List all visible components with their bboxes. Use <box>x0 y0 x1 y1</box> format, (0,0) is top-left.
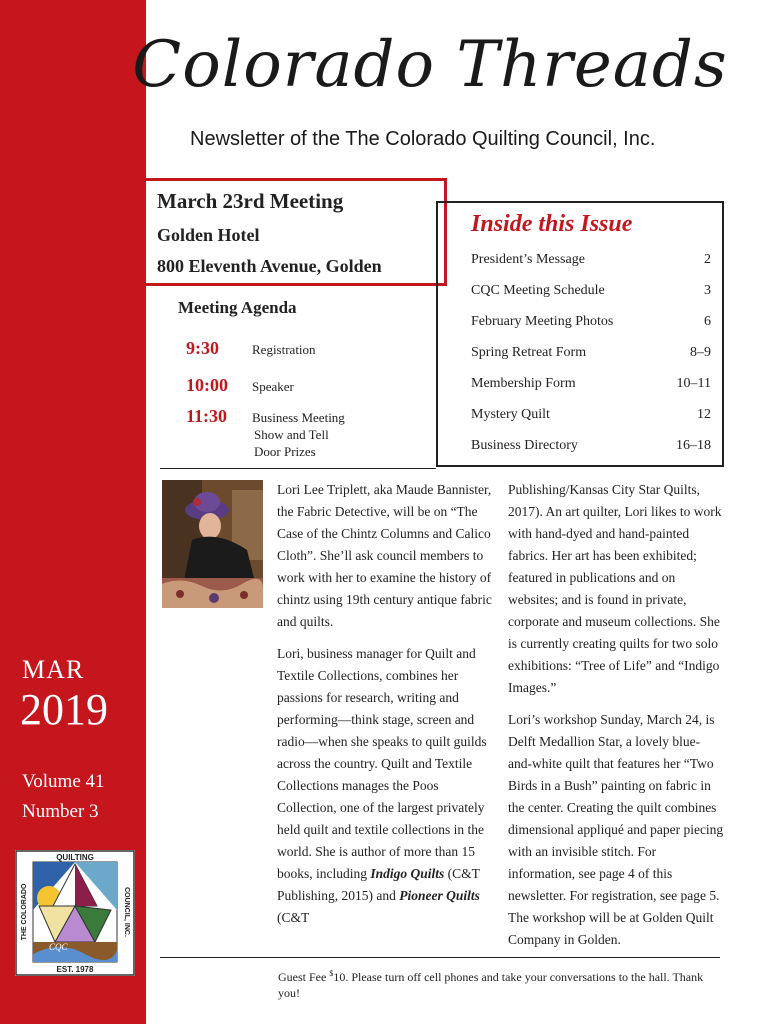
agenda-time: 9:30 <box>186 338 219 358</box>
toc-label: President’s Message <box>471 252 585 267</box>
toc-label: Spring Retreat Form <box>471 345 587 360</box>
logo-mark-text: CQC <box>49 942 68 952</box>
masthead <box>120 28 740 128</box>
logo-left-text: THE COLORADO <box>21 883 28 941</box>
agenda-title: Meeting Agenda <box>178 298 297 317</box>
speaker-photo-image <box>162 480 263 608</box>
toc-row <box>471 376 711 392</box>
article-paragraph <box>277 643 495 929</box>
toc-page: 8–9 <box>690 345 711 360</box>
toc-label: Business Directory <box>471 438 578 453</box>
guest-fee-note <box>278 966 718 1001</box>
toc-label: CQC Meeting Schedule <box>471 283 605 298</box>
toc-page: 12 <box>697 407 711 422</box>
toc-row <box>471 252 711 268</box>
cqc-logo <box>15 850 135 976</box>
book-title: Indigo Quilts <box>370 866 445 881</box>
article-paragraph: Publishing/Kansas City Star Quilts, 2017). An art quilter, Lori likes to work with hand-dyed and hand-painted fabrics. Her art has been exhibited; featured in publications and on websites; and is found in private, corporate and museum collections. She is currently creating quilts for two solo exhibitions: “Tree of Life” and “Indigo Images.” <box>508 482 722 695</box>
dollar-sign: $ <box>329 969 334 978</box>
logo-bottom-text: EST. 1978 <box>56 965 94 974</box>
toc-page: 3 <box>704 283 711 298</box>
toc-page: 10–11 <box>676 376 711 391</box>
toc-label: February Meeting Photos <box>471 314 614 329</box>
issue-year: 2019 <box>20 685 108 734</box>
agenda-item-line: Show and Tell <box>254 427 329 442</box>
footer-prefix: Guest Fee <box>278 970 330 984</box>
agenda-item-line: Speaker <box>252 379 294 394</box>
issue-volume: Volume 41 <box>22 771 105 792</box>
toc-row <box>471 345 711 361</box>
meeting-title: March 23rd Meeting <box>157 189 344 213</box>
newsletter-subtitle: Newsletter of the The Colorado Quilting Council, Inc. <box>190 128 656 150</box>
agenda-item <box>252 409 345 460</box>
footer-text: 10. Please turn off cell phones and take your conversations to the hall. Thank you! <box>278 970 704 1000</box>
article-text: Lori, business manager for Quilt and Textile Collections, combines her passions for research, writing and performing—think stage, screen and radio—when she speaks to quilt guilds across the country. Quilt and Textile Collections manages the Poos Collection, one of the largest privately held quilt and textile collections in the world. She is author of more than 15 books, including <box>277 646 487 881</box>
article-paragraph: Lori Lee Triplett, aka Maude Bannister, the Fabric Detective, will be on “The Case of the Chintz Columns and Calico Cloth”. She’ll ask council members to work with her to examine the history of chintz using 19th century antique fabric and quilts. <box>277 482 492 629</box>
agenda-time: 11:30 <box>186 406 228 426</box>
toc-label: Membership Form <box>471 376 576 391</box>
agenda-item-line: Door Prizes <box>254 444 316 459</box>
logo-right-text: COUNCIL, INC. <box>123 887 130 937</box>
toc-row <box>471 283 711 299</box>
article-column-2 <box>508 479 724 961</box>
divider-rule <box>160 468 436 469</box>
agenda-item <box>252 341 316 358</box>
article-text: (C&T <box>277 910 310 925</box>
toc-page: 16–18 <box>676 438 711 453</box>
inside-this-issue-box <box>436 201 724 467</box>
logo-top-text: QUILTING <box>56 853 94 862</box>
issue-volume-block <box>22 767 105 827</box>
agenda-item-line: Business Meeting <box>252 410 345 425</box>
issue-month: MAR <box>22 655 85 684</box>
article-column-1 <box>277 479 495 939</box>
agenda-item <box>252 378 294 395</box>
issue-number: Number 3 <box>22 801 99 822</box>
article-text: (C&T Publishing, 2015) and <box>277 866 480 903</box>
book-title: Pioneer Quilts <box>399 888 480 903</box>
newsletter-title: Colorado Threads <box>132 28 728 102</box>
article-paragraph: Lori’s workshop Sunday, March 24, is Delft Medallion Star, a lovely blue-and-white quilt that features her “Two Birds in a Bush” painting on fabric in the center. Creating the quilt combines dimensional appliqué and paper piecing with an invisible stitch. For information, see page 4 of this newsletter. For registration, see page 5. The workshop will be at Golden Quilt Company in Golden. <box>508 712 724 947</box>
toc-row <box>471 438 711 454</box>
agenda-item-line: Registration <box>252 342 316 357</box>
toc-row <box>471 407 711 423</box>
toc-page: 2 <box>704 252 711 267</box>
toc-label: Mystery Quilt <box>471 407 550 422</box>
meeting-venue: Golden Hotel <box>157 225 260 245</box>
inside-title: Inside this Issue <box>471 211 633 237</box>
toc-row <box>471 314 711 330</box>
speaker-photo <box>162 480 263 608</box>
quilt-logo-icon <box>15 850 135 976</box>
meeting-address: 800 Eleventh Avenue, Golden <box>157 256 382 276</box>
toc-page: 6 <box>704 314 711 329</box>
agenda-time: 10:00 <box>186 375 228 395</box>
